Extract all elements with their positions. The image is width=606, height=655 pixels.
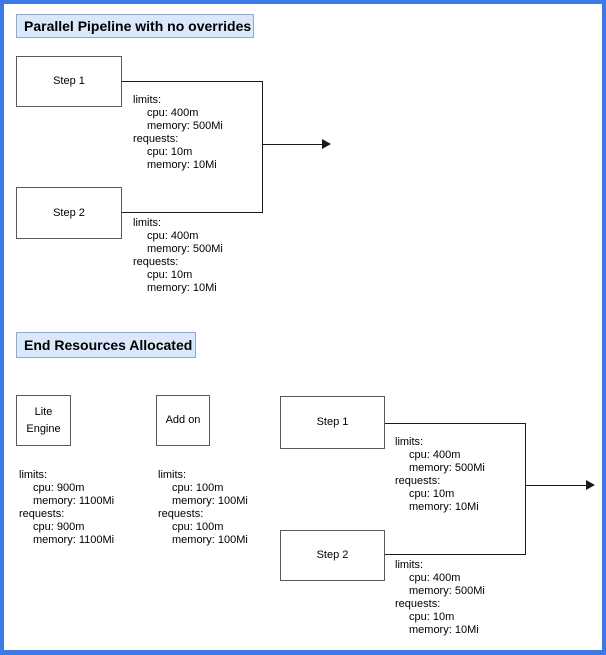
- step2-resources: [133, 217, 223, 295]
- resource-line: requests:: [158, 508, 204, 520]
- resource-line: memory: 1100Mi: [33, 534, 115, 546]
- resource-line: memory: 100Mi: [172, 495, 248, 507]
- resource-line: memory: 100Mi: [172, 534, 248, 546]
- resource-line: memory: 500Mi: [147, 243, 223, 255]
- resource-line: cpu: 10m: [147, 146, 193, 158]
- merge-vertical-line: [262, 81, 263, 213]
- end-merge-vertical-line: [525, 423, 526, 555]
- addon-node: [156, 395, 210, 446]
- step2-label: Step 2: [53, 206, 85, 219]
- resource-line: memory: 500Mi: [147, 120, 223, 132]
- arrow-head-icon: [586, 480, 595, 490]
- resource-line: cpu: 400m: [147, 107, 199, 119]
- step1-node: [16, 56, 122, 107]
- lite-engine-label-line1: Lite: [34, 405, 53, 418]
- addon-label: Add on: [165, 414, 201, 426]
- end-step2-resources: [395, 559, 485, 637]
- resource-line: cpu: 400m: [409, 572, 461, 584]
- end-step2-connector-line: [385, 554, 525, 555]
- resource-line: limits:: [133, 217, 162, 229]
- merge-arrow-shaft: [262, 144, 322, 145]
- section1-title: Parallel Pipeline with no overrides: [16, 14, 254, 38]
- resource-line: cpu: 400m: [147, 230, 199, 242]
- resource-line: requests:: [19, 508, 65, 520]
- resource-line: cpu: 100m: [172, 482, 224, 494]
- end-merge-arrow-shaft: [525, 485, 586, 486]
- resource-line: limits:: [395, 436, 424, 448]
- resource-line: cpu: 400m: [409, 449, 461, 461]
- resource-line: cpu: 10m: [409, 488, 455, 500]
- resource-line: requests:: [133, 133, 179, 145]
- end-step2-label: Step 2: [316, 549, 349, 561]
- end-step1-node: [280, 396, 385, 449]
- resource-line: memory: 500Mi: [409, 585, 485, 597]
- end-step2-node: [280, 530, 385, 581]
- resource-line: cpu: 10m: [147, 269, 193, 281]
- resource-line: memory: 10Mi: [409, 501, 479, 513]
- resource-line: memory: 500Mi: [409, 462, 485, 474]
- resource-line: cpu: 100m: [172, 521, 224, 533]
- resource-line: cpu: 10m: [409, 611, 455, 623]
- step1-connector-line: [122, 81, 262, 82]
- resource-line: requests:: [133, 256, 179, 268]
- end-step1-connector-line: [385, 423, 525, 424]
- lite-engine-resources: [19, 469, 114, 547]
- resource-line: cpu: 900m: [33, 521, 85, 533]
- addon-resources: [158, 469, 248, 547]
- resource-line: requests:: [395, 598, 441, 610]
- resource-line: limits:: [19, 469, 48, 481]
- resource-line: limits:: [158, 469, 187, 481]
- step1-label: Step 1: [53, 75, 85, 87]
- step1-resources: [133, 94, 223, 172]
- step2-connector-line: [122, 212, 262, 213]
- resource-line: requests:: [395, 475, 441, 487]
- resource-line: memory: 10Mi: [147, 159, 217, 171]
- end-step1-label: Step 1: [316, 416, 349, 428]
- step2-node: [16, 187, 122, 239]
- arrow-head-icon: [322, 139, 331, 149]
- section2-title: End Resources Allocated: [16, 332, 196, 358]
- resource-line: limits:: [133, 94, 162, 106]
- lite-engine-label-line2: Engine: [26, 422, 61, 435]
- resource-line: limits:: [395, 559, 424, 571]
- end-step1-resources: [395, 436, 485, 514]
- resource-line: cpu: 900m: [33, 482, 85, 494]
- lite-engine-node: [16, 395, 71, 446]
- resource-line: memory: 1100Mi: [33, 495, 115, 507]
- resource-line: memory: 10Mi: [147, 282, 217, 294]
- resource-line: memory: 10Mi: [409, 624, 479, 636]
